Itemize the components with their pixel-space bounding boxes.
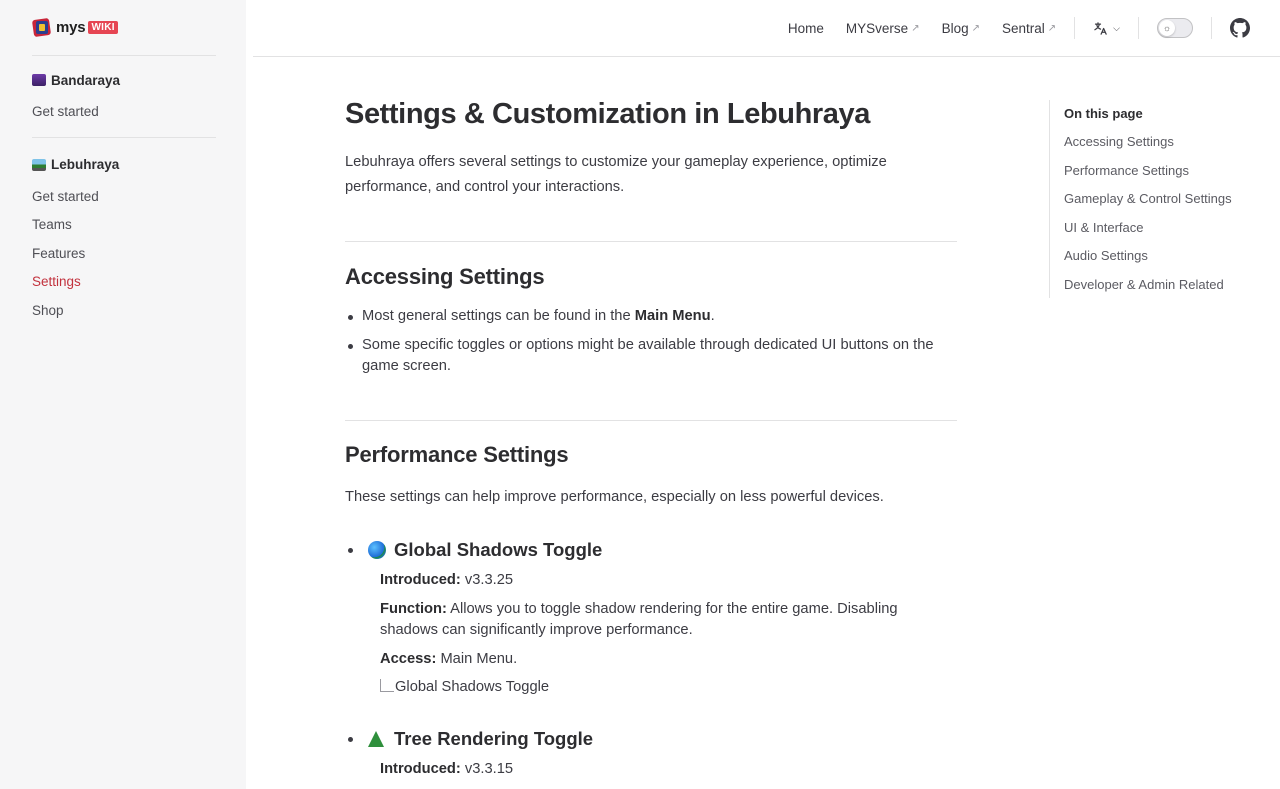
globe-icon bbox=[368, 541, 386, 559]
motorway-icon bbox=[32, 159, 46, 171]
nav-link-blog[interactable]: Blog ↗ bbox=[941, 20, 980, 36]
outline-link-performance-settings[interactable]: Performance Settings bbox=[1064, 162, 1190, 178]
external-link-icon: ↗ bbox=[1047, 22, 1057, 34]
sidebar-item-settings[interactable]: Settings bbox=[32, 274, 81, 289]
nav-link-mysverse[interactable]: MYSverse ↗ bbox=[845, 20, 920, 36]
sidebar-item-get-started[interactable]: Get started bbox=[32, 188, 99, 204]
tree-icon bbox=[368, 731, 384, 747]
sidebar-group-title: Lebuhraya bbox=[32, 155, 216, 175]
list-item: Introduced: v3.3.25 bbox=[380, 572, 514, 588]
list-item: Most general settings can be found in the Main Menu. bbox=[345, 306, 957, 328]
outline-link-ui-interface[interactable]: UI & Interface bbox=[1064, 219, 1144, 235]
global-shadows-details bbox=[380, 570, 940, 706]
sun-icon: ☼ bbox=[1159, 20, 1175, 36]
nav-link-home[interactable]: Home bbox=[787, 20, 824, 36]
section-divider bbox=[345, 241, 957, 242]
nav-divider bbox=[1138, 17, 1139, 39]
section-divider bbox=[345, 420, 957, 421]
page-outline bbox=[1049, 100, 1259, 298]
broken-image-icon bbox=[380, 679, 394, 692]
list-item: Introduced: v3.3.15 bbox=[380, 761, 514, 777]
heading-performance-settings[interactable]: Performance Settings bbox=[345, 442, 569, 467]
heading-tree-rendering-toggle: Tree Rendering Toggle bbox=[345, 728, 593, 750]
outline-link-gameplay-control-settings[interactable]: Gameplay & Control Settings bbox=[1064, 191, 1232, 206]
sidebar-group-title: Bandaraya bbox=[32, 70, 216, 90]
sidebar bbox=[0, 0, 246, 789]
heading-global-shadows-toggle: Global Shadows Toggle bbox=[345, 539, 602, 561]
sidebar-group-lebuhraya bbox=[32, 138, 216, 336]
sidebar-item-bandaraya-get-started[interactable]: Get started bbox=[32, 104, 99, 119]
external-link-icon: ↗ bbox=[911, 22, 920, 34]
chevron-down-icon: ⌵ bbox=[1113, 22, 1120, 33]
theme-toggle[interactable] bbox=[1157, 18, 1193, 38]
nav-divider bbox=[1074, 17, 1075, 39]
page-intro: Lebuhraya offers several settings to customize your gameplay experience, optimize performance, and control your interactions. bbox=[345, 154, 887, 195]
page-title: Settings & Customization in Lebuhraya bbox=[345, 98, 870, 130]
logo-wiki-badge: WIKI bbox=[88, 21, 117, 34]
top-navbar bbox=[253, 0, 1280, 57]
list-item: Function: Allows you to toggle shadow rendering for the entire game. Disabling shadows can significantly improve performance. bbox=[380, 600, 898, 638]
outline-link-developer-admin[interactable]: Developer & Admin Related bbox=[1064, 276, 1224, 292]
outline-link-audio-settings[interactable]: Audio Settings bbox=[1064, 248, 1148, 263]
image-alt-text: Global Shadows Toggle bbox=[395, 679, 550, 695]
accessing-list bbox=[345, 306, 957, 385]
site-logo[interactable] bbox=[32, 0, 216, 56]
sidebar-item-teams[interactable]: Teams bbox=[32, 217, 72, 232]
external-link-icon: ↗ bbox=[971, 22, 980, 34]
nav-link-sentral[interactable]: Sentral ↗ bbox=[1002, 20, 1057, 36]
sidebar-item-shop[interactable]: Shop bbox=[32, 302, 64, 318]
outline-title: On this page bbox=[1064, 106, 1143, 121]
mys-logo-icon bbox=[32, 18, 52, 38]
tree-rendering-details bbox=[380, 759, 940, 788]
github-icon[interactable] bbox=[1230, 18, 1250, 38]
nav-divider bbox=[1211, 17, 1212, 39]
outline-link-accessing-settings[interactable]: Accessing Settings bbox=[1064, 134, 1174, 149]
translate-icon bbox=[1093, 21, 1108, 36]
city-night-icon bbox=[32, 74, 46, 86]
list-item: Access: Main Menu. bbox=[380, 650, 518, 667]
sidebar-item-features[interactable]: Features bbox=[32, 245, 86, 261]
sidebar-group-bandaraya bbox=[32, 56, 216, 138]
list-item bbox=[380, 677, 940, 699]
list-item: Some specific toggles or options might be available through dedicated UI buttons on the game screen. bbox=[345, 335, 957, 378]
logo-text: mys bbox=[56, 19, 86, 36]
nav-menu bbox=[788, 0, 1250, 56]
heading-accessing-settings[interactable]: Accessing Settings bbox=[345, 264, 545, 289]
performance-intro: These settings can help improve performance, especially on less powerful devices. bbox=[345, 489, 884, 505]
language-switcher[interactable] bbox=[1093, 21, 1120, 36]
